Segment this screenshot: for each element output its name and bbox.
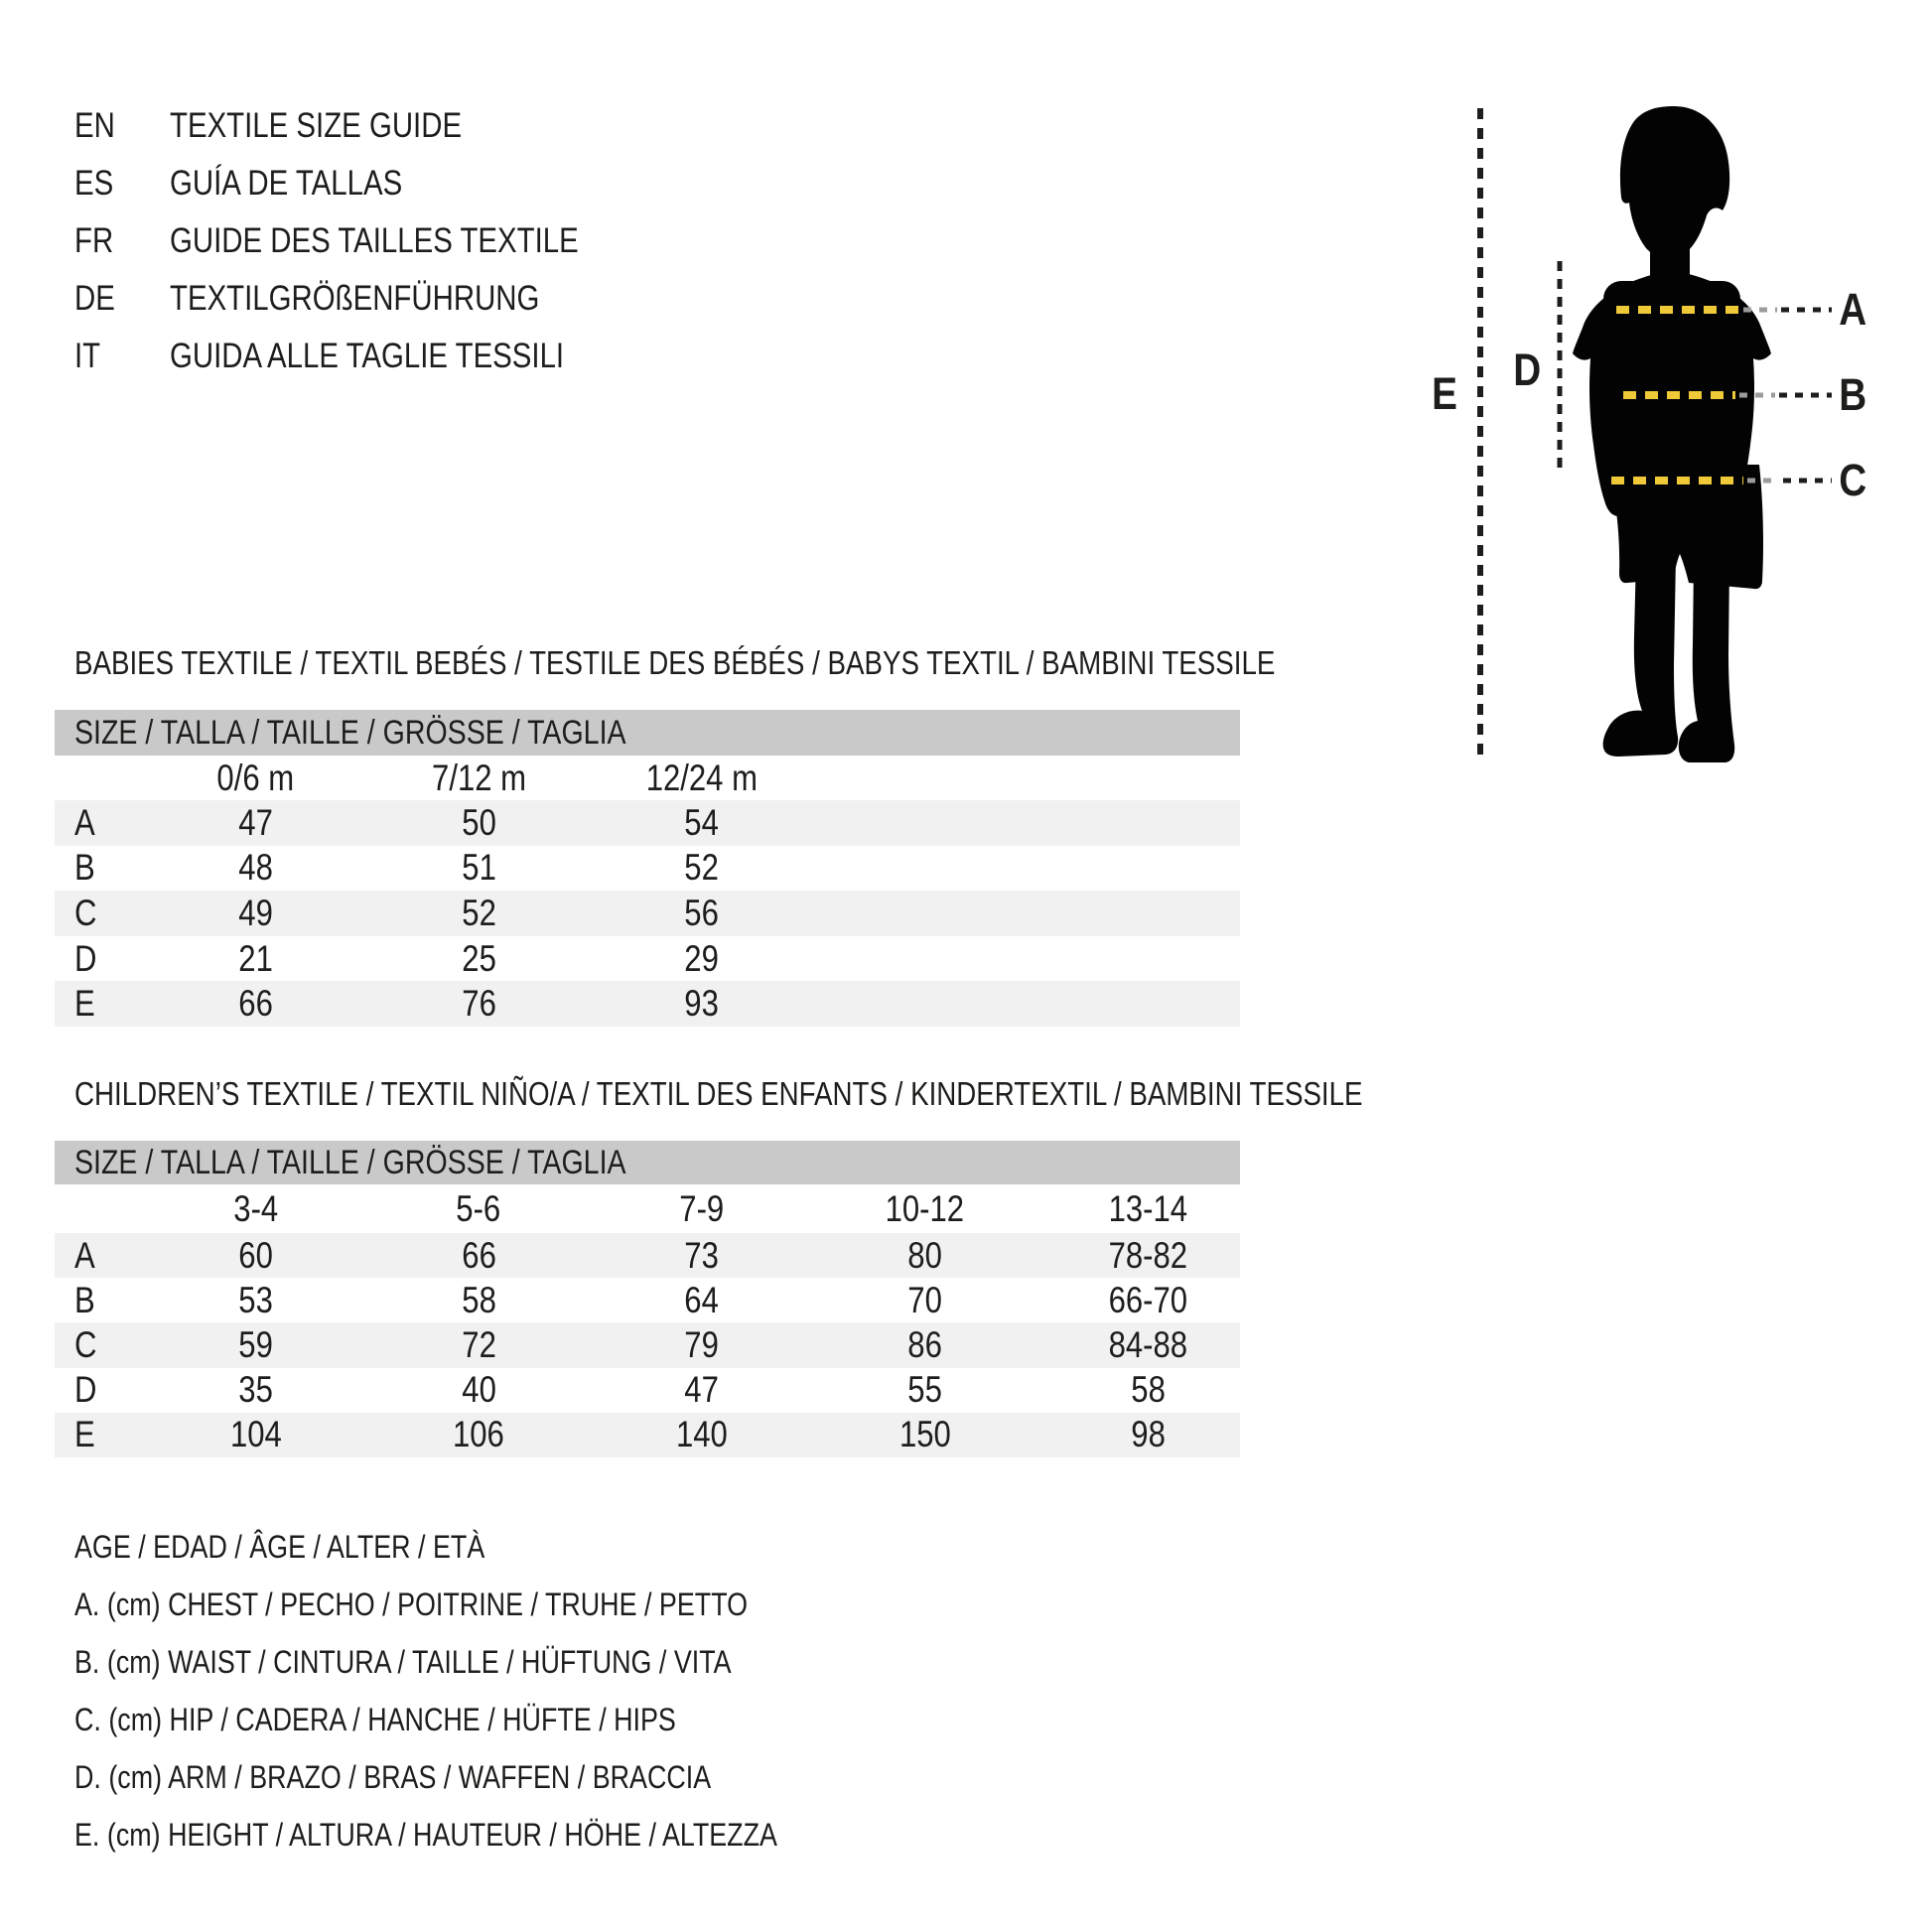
right-leg [1679,561,1734,762]
lang-code: IT [74,337,101,375]
height-label: E [1432,368,1457,419]
legend-age: AGE / EDAD / ÂGE / ALTER / ETÀ [74,1528,485,1565]
hip-label: C [1839,455,1866,505]
col-header: 0/6 m [216,757,295,798]
measurement-legend [74,1518,911,1863]
size-header-bar: SIZE / TALLA / TAILLE / GRÖSSE / TAGLIA [55,710,1240,756]
table-row: A 47 50 54 [55,800,1240,846]
shorts [1606,465,1763,589]
lang-code: ES [74,164,114,203]
child-silhouette [1573,106,1771,762]
children-column-header-row [55,1184,1240,1233]
table-row: E 66 76 93 [55,981,1240,1027]
torso [1603,281,1740,482]
table-row: C 49 52 56 [55,891,1240,936]
guide-title-fr: GUIDE DES TAILLES TEXTILE [170,221,579,260]
col-header: 3-4 [232,1187,278,1229]
guide-title-it: GUIDA ALLE TAGLIE TESSILI [170,337,565,375]
babies-column-header-row [55,756,1240,800]
lang-line-de [74,270,656,328]
table-row: A 60 66 73 80 78-82 [55,1233,1240,1278]
lang-line-fr [74,212,656,270]
table-row: E 104 106 140 150 98 [55,1413,1240,1457]
guide-title-en: TEXTILE SIZE GUIDE [170,106,463,145]
lang-line-it [74,328,656,385]
language-title-list [74,97,656,385]
children-size-table [55,1141,1240,1457]
col-header: 12/24 m [645,757,759,798]
right-arm [1684,274,1771,516]
table-row: D 21 25 29 [74,937,720,979]
legend-height: E. (cm) HEIGHT / ALTURA / HAUTEUR / HÖHE / ALTEZZA [74,1816,777,1853]
table-row: C 59 72 79 86 84-88 [55,1322,1240,1367]
babies-section-title: BABIES TEXTILE / TEXTIL BEBÉS / TESTILE DES BÉBÉS / BABYS TEXTIL / BAMBINI TESSILE [74,644,1276,681]
babies-size-table [55,710,1240,1027]
left-arm [1573,274,1660,516]
legend-arm: D. (cm) ARM / BRAZO / BRAS / WAFFEN / BRACCIA [74,1758,712,1795]
lang-code: FR [74,221,114,260]
waist-label: B [1839,369,1866,420]
head [1620,106,1729,258]
size-header-bar: SIZE / TALLA / TAILLE / GRÖSSE / TAGLIA [55,1141,1240,1184]
lang-line-en [74,97,656,155]
guide-title-es: GUÍA DE TALLAS [170,164,403,203]
col-header: 7/12 m [431,757,526,798]
col-header: 10-12 [886,1187,965,1229]
col-header: 5-6 [456,1187,501,1229]
legend-chest: A. (cm) CHEST / PECHO / POITRINE / TRUHE / PETTO [74,1586,749,1622]
lang-code: DE [74,279,115,318]
table-row: B 53 58 64 70 66-70 [74,1279,1188,1320]
arm-label: D [1513,345,1541,395]
left-leg [1603,556,1679,757]
neck [1650,236,1690,286]
table-row: D 35 40 47 55 58 [74,1369,1166,1411]
chest-label: A [1839,284,1866,335]
lang-line-es [74,155,656,212]
lang-code: EN [74,106,115,145]
legend-hip: C. (cm) HIP / CADERA / HANCHE / HÜFTE / HIPS [74,1701,676,1737]
guide-title-de: TEXTILGRÖßENFÜHRUNG [170,279,540,318]
col-header: 7-9 [679,1187,725,1229]
col-header: 13-14 [1108,1187,1188,1229]
legend-waist: B. (cm) WAIST / CINTURA / TAILLE / HÜFTUNG / VITA [74,1643,732,1680]
children-section-title: CHILDREN’S TEXTILE / TEXTIL NIÑO/A / TEXTIL DES ENFANTS / KINDERTEXTIL / BAMBINI TESSILE [74,1075,1363,1112]
table-row: B 48 51 52 [74,847,720,889]
